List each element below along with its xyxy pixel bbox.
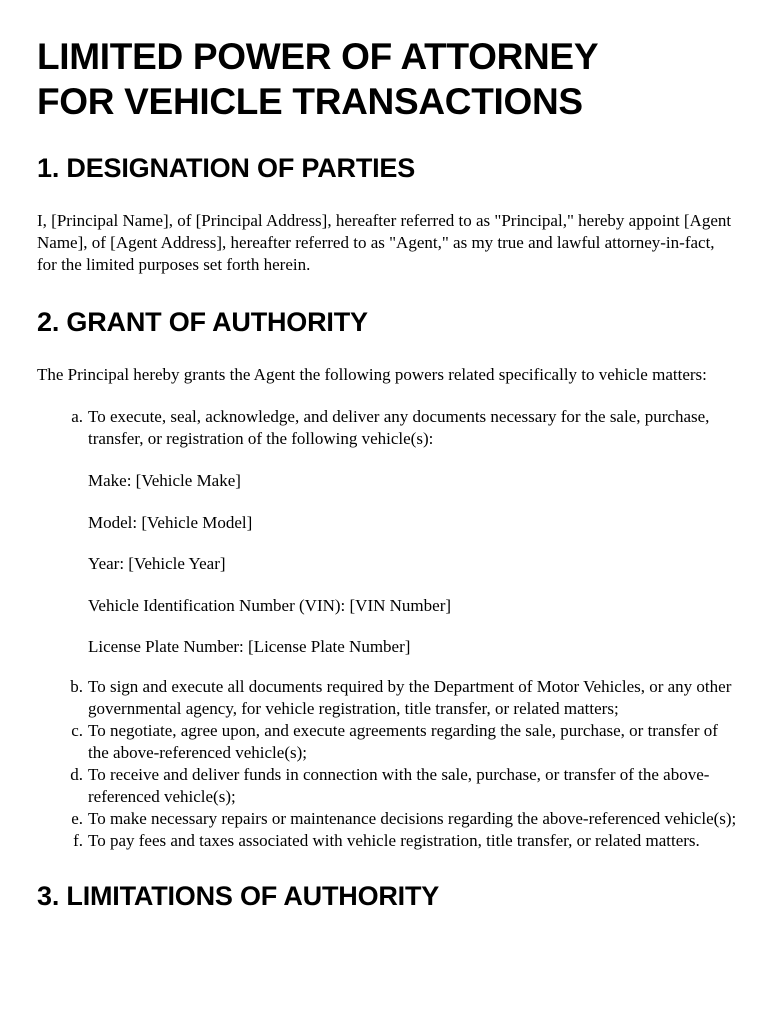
vehicle-vin-line: Vehicle Identification Number (VIN): [VIN Number] <box>88 595 452 615</box>
power-item-text: To sign and execute all documents required by the Department of Motor Vehicles, or any other governmental agency, for vehicle registration, title transfer, or related matters; <box>88 677 732 719</box>
list-marker: f. <box>73 831 83 851</box>
vehicle-model-line: Model: [Vehicle Model] <box>88 512 253 532</box>
list-marker: b. <box>70 677 83 697</box>
powers-list <box>37 406 737 852</box>
vehicle-year-line: Year: [Vehicle Year] <box>88 554 226 574</box>
section-heading-limitations: 3. LIMITATIONS OF AUTHORITY <box>37 881 440 912</box>
document-title <box>37 34 737 124</box>
power-item-b <box>37 676 737 720</box>
power-item-f <box>37 830 737 852</box>
power-item-text: To negotiate, agree upon, and execute agreements regarding the sale, purchase, or transfer of the above-referenced vehicle(s); <box>88 721 718 763</box>
list-marker: e. <box>71 809 83 829</box>
vehicle-details <box>88 470 737 658</box>
power-item-a <box>37 406 737 658</box>
vehicle-plate-line: License Plate Number: [License Plate Number] <box>88 637 411 657</box>
power-item-text: To make necessary repairs or maintenance decisions regarding the above-referenced vehicle(s); <box>88 809 737 829</box>
title-line-1: LIMITED POWER OF ATTORNEY <box>37 36 599 77</box>
power-item-e <box>37 808 737 830</box>
power-item-text: To pay fees and taxes associated with vehicle registration, title transfer, or related matters. <box>88 831 700 851</box>
list-marker: c. <box>71 721 83 741</box>
section-heading-designation: 1. DESIGNATION OF PARTIES <box>37 153 416 183</box>
vehicle-make-line: Make: [Vehicle Make] <box>88 471 241 490</box>
section-heading-grant: 2. GRANT OF AUTHORITY <box>37 307 368 337</box>
grant-intro-paragraph: The Principal hereby grants the Agent the following powers related specifically to vehicle matters: <box>37 365 707 384</box>
power-item-d <box>37 764 737 808</box>
power-item-text: To receive and deliver funds in connection with the sale, purchase, or transfer of the above-referenced vehicle(s); <box>88 765 710 807</box>
title-line-2: FOR VEHICLE TRANSACTIONS <box>37 81 583 122</box>
document-page <box>37 34 737 912</box>
power-item-text: To execute, seal, acknowledge, and deliver any documents necessary for the sale, purchase, transfer, or registration of the following vehicle(s): <box>88 407 710 448</box>
list-marker: d. <box>70 765 83 785</box>
designation-paragraph: I, [Principal Name], of [Principal Address], hereafter referred to as "Principal," hereby appoint [Agent Name], of [Agent Address], hereafter referred to as "Agent," as my true and lawful attorney-in-fact, for the limited purposes set forth herein. <box>37 211 732 274</box>
list-marker: a. <box>71 407 83 426</box>
power-item-c <box>37 720 737 764</box>
